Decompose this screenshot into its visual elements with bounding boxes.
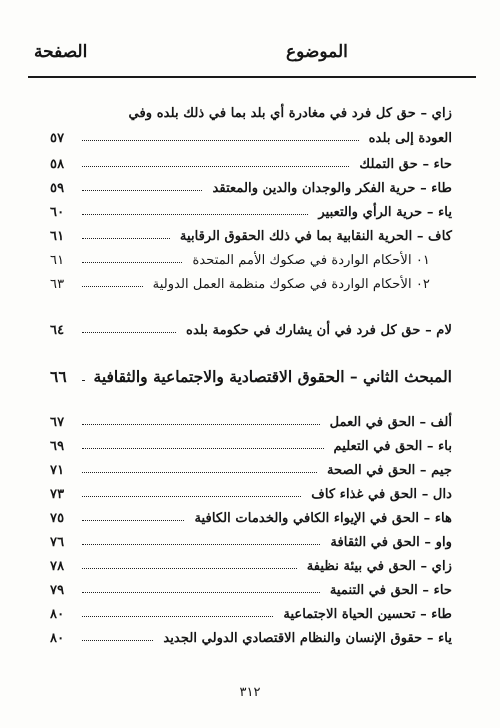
toc-entry-page: ٦١ (50, 253, 65, 268)
toc-entry-title: المبحث الثاني – الحقوق الاقتصادية والاجتماعية والثقافية (93, 367, 452, 386)
dot-leader (82, 615, 273, 617)
toc-entry-page: ٦٤ (50, 323, 65, 338)
toc-entry-continuation: زاي – حق كل فرد في مغادرة أي بلد بما في ذلك بلده وفي (128, 106, 452, 121)
page-number: ٣١٢ (239, 685, 261, 700)
toc-entry (50, 316, 452, 338)
dot-leader (82, 639, 153, 641)
toc-entry-title: كاف – الحرية النقابية بما في ذلك الحقوق الرقابية (179, 229, 452, 244)
dot-leader (82, 139, 359, 141)
dot-leader (82, 447, 324, 449)
toc-entry-page: ٧٨ (50, 559, 65, 574)
toc-entry-title: ٠١ الأحكام الواردة في صكوك الأمم المتحدة (192, 253, 430, 268)
toc-entry (50, 124, 452, 146)
toc-entry-title: لام – حق كل فرد في أن يشارك في حكومة بلده (186, 323, 452, 338)
dot-leader (82, 379, 84, 381)
toc-subentry (50, 246, 452, 268)
header-page-label: الصفحة (34, 42, 88, 62)
toc-entry-title: دال – الحق في غذاء كاف (311, 487, 452, 502)
toc-entry-page: ٧٥ (50, 511, 65, 526)
dot-leader (82, 261, 182, 263)
toc-entry-page: ٦٣ (50, 277, 65, 292)
dot-leader (82, 165, 349, 167)
toc-entry-page: ٥٩ (50, 181, 65, 196)
dot-leader (82, 591, 320, 593)
toc-entry (50, 408, 452, 430)
toc-entry-page: ٨٠ (50, 607, 65, 622)
toc-entry-page: ٦٦ (50, 367, 67, 386)
toc-entry-title: زاي – الحق في بيئة نظيفة (306, 559, 452, 574)
toc-entry (50, 150, 452, 172)
toc-header (24, 38, 476, 72)
dot-leader (82, 285, 143, 287)
toc-entry-title: العودة إلى بلده (368, 131, 452, 146)
toc-entry-page: ٦٧ (50, 415, 65, 430)
toc-entry (50, 624, 452, 646)
toc-entry-title: طاء – حرية الفكر والوجدان والدين والمعتقد (212, 181, 452, 196)
toc-entry (50, 600, 452, 622)
header-rule (28, 76, 476, 78)
toc-entry-page: ٦٠ (50, 205, 65, 220)
header-topic-label: الموضوع (286, 42, 348, 62)
dot-leader (82, 331, 176, 333)
toc-entry-title: هاء – الحق في الإيواء الكافي والخدمات الكافية (194, 511, 452, 526)
dot-leader (82, 189, 202, 191)
toc-entry-page: ٥٧ (50, 131, 65, 146)
toc-entry-title: طاء – تحسين الحياة الاجتماعية (283, 607, 452, 622)
toc-entry-title: حاء – الحق في التنمية (329, 583, 452, 598)
toc-entry (50, 576, 452, 598)
toc-entry (50, 480, 452, 502)
toc-entry-title: واو – الحق في الثقافة (330, 535, 452, 550)
toc-entry (50, 504, 452, 526)
toc-entry-title: ألف – الحق في العمل (329, 415, 452, 430)
toc-entry (50, 456, 452, 478)
toc-entry (50, 198, 452, 220)
dot-leader (82, 471, 317, 473)
toc-entry-title: ياء – حقوق الإنسان والنظام الاقتصادي الدولي الجديد (163, 631, 452, 646)
toc-section-heading (50, 362, 452, 386)
toc-entry-title: ياء – حرية الرأي والتعبير (318, 205, 452, 220)
dot-leader (82, 543, 320, 545)
toc-subentry (50, 270, 452, 292)
toc-entry-page: ٦٩ (50, 439, 65, 454)
dot-leader (82, 423, 320, 425)
dot-leader (82, 237, 170, 239)
toc-entry (50, 528, 452, 550)
toc-entry (50, 432, 452, 454)
toc-entry-page: ٦١ (50, 229, 65, 244)
toc-entry (50, 222, 452, 244)
toc-entry-page: ٥٨ (50, 157, 65, 172)
toc-entry-title: باء – الحق في التعليم (333, 439, 452, 454)
toc-entry-title: حاء – حق التملك (359, 157, 452, 172)
toc-entry-page: ٨٠ (50, 631, 65, 646)
toc-entry-title: ٠٢ الأحكام الواردة في صكوك منظمة العمل الدولية (152, 277, 430, 292)
toc-entry-page: ٧٣ (50, 487, 65, 502)
toc-entry-page: ٧١ (50, 463, 65, 478)
toc-entry-page: ٧٦ (50, 535, 65, 550)
toc-entry (50, 174, 452, 196)
dot-leader (82, 213, 308, 215)
dot-leader (82, 567, 297, 569)
dot-leader (82, 495, 301, 497)
toc-entry-page: ٧٩ (50, 583, 65, 598)
toc-entry-title: جيم – الحق في الصحة (326, 463, 452, 478)
dot-leader (82, 519, 184, 521)
toc-entry (50, 552, 452, 574)
